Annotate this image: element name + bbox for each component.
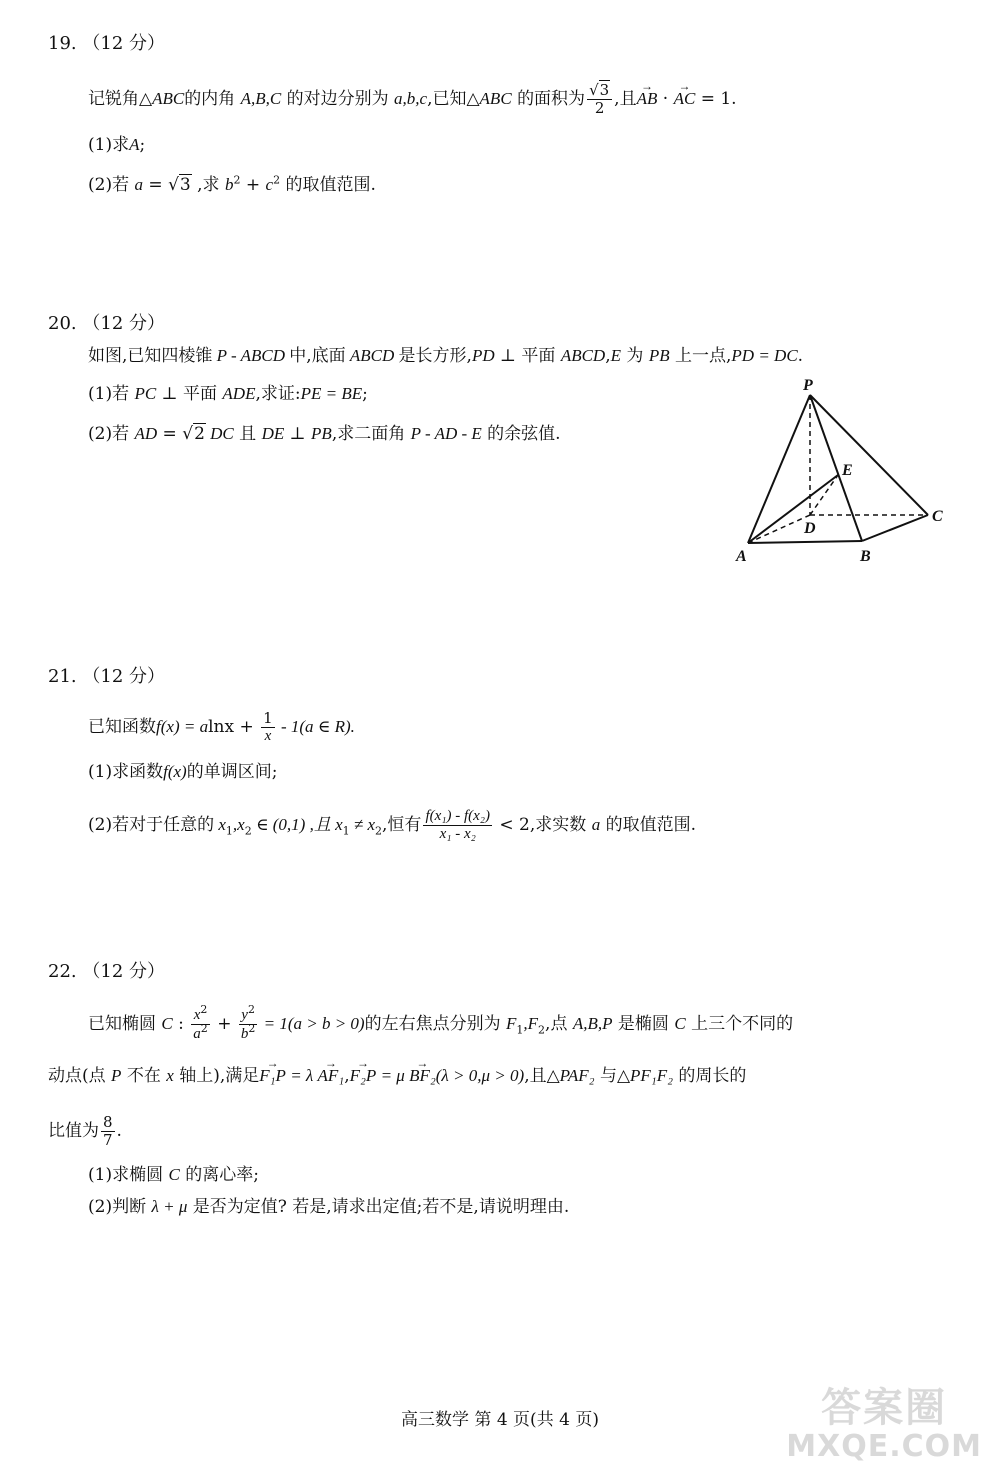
vector-af1: → AF₁: [318, 1064, 345, 1088]
watermark-text: 答案圈: [821, 1385, 948, 1431]
fraction-y: $\frac{y^2}{b^2}$: [240, 1003, 256, 1042]
question-22-stem: 已知椭圆 C : $\frac{x^2}{a^2}$ + $\frac{y^2}{b^2}$ = 1(a > b > 0)的左右焦点分别为 $F_1,F_2$,点 A,B,P 是椭圆 C 上三个不同的: [88, 1003, 794, 1042]
fraction-x: $\frac{x^2}{a^2}$: [193, 1003, 208, 1042]
label-b: B: [860, 548, 871, 565]
question-20-header: [48, 312, 165, 336]
question-points: （12 分）: [82, 313, 166, 334]
fraction: $\frac{\text{f(x₁) - f(x₂)}}{\text{x₁ - x₂}}$: [425, 808, 490, 842]
vector-bf2: → BF₂: [409, 1064, 436, 1088]
label-e: E: [842, 462, 853, 479]
question-21-part-2: (2)若对于任意的 $x_1,x_2$ ∈ (0,1) ,且 $x_1 \ne x_2$,恒有 $\frac{\text{f(x₁) - f(x₂)}}{\text{x₁ - x₂}}$ < 2,求实数 a 的取值范围.: [88, 808, 696, 842]
edge-ab: [748, 541, 862, 543]
question-22-stem-line-3: 比值为 $\frac{8}{7}$ .: [48, 1113, 122, 1149]
label-d: D: [804, 520, 816, 537]
question-19-header: [48, 32, 165, 56]
question-number: 19.: [48, 33, 77, 54]
vector-f2p: → F₂P: [350, 1064, 377, 1088]
question-20-stem: 如图,已知四棱锥 P - ABCD 中,底面 ABCD 是长方形,PD ⊥ 平面 ABCD,E 为 PB 上一点,PD = DC.: [88, 346, 804, 366]
vector-ab: → AB: [637, 87, 658, 111]
fraction: $\frac{8}{7}$: [103, 1113, 113, 1149]
page-footer: 高三数学 第 4 页(共 4 页): [401, 1410, 599, 1430]
question-number: 20.: [48, 313, 77, 334]
edge-pc: [810, 395, 928, 515]
vector-ac: → AC: [674, 87, 696, 111]
fraction: $\frac{1}{x}$: [263, 709, 273, 744]
question-21-part-1: (1)求函数f(x)的单调区间;: [88, 762, 278, 782]
question-22-part-1: (1)求椭圆 C 的离心率;: [88, 1165, 259, 1185]
edge-de-hidden: [810, 475, 838, 515]
label-a: A: [736, 548, 747, 565]
fraction: $\frac{√3}{2}$: [587, 82, 612, 117]
question-20-part-2: (2)若 AD = √2 DC 且 DE ⊥ PB,求二面角 P - AD - E 的余弦值.: [88, 424, 561, 444]
question-20-part-1: (1)若 PC ⊥ 平面 ADE,求证:PE = BE;: [88, 384, 368, 404]
watermark-url: MXQE.COM: [786, 1429, 982, 1464]
question-22-header: [48, 960, 165, 984]
question-22-stem-line-2: 动点(点 P 不在 x 轴上),满足→ F₁P = λ → AF₁,→ F₂P = μ → BF₂(λ > 0,μ > 0),且△PAF₂ 与△PF₁F₂ 的周长的: [48, 1064, 746, 1088]
question-points: （12 分）: [82, 666, 166, 687]
question-number: 22.: [48, 961, 77, 982]
edge-pb: [810, 395, 862, 541]
question-19-part-1: (1)求A;: [88, 135, 146, 155]
question-22-part-2: (2)判断 λ + μ 是否为定值? 若是,请求出定值;若不是,请说明理由.: [88, 1197, 570, 1217]
label-c: C: [932, 508, 943, 525]
label-p: P: [803, 377, 813, 394]
question-19-stem: 记锐角△ABC的内角 A,B,C 的对边分别为 a,b,c,已知△ABC 的面积为 $\frac{√3}{2}$ ,且→ AB · → AC = 1.: [88, 82, 737, 117]
vector-f1p: → F₁P: [259, 1064, 286, 1088]
question-number: 21.: [48, 666, 77, 687]
watermark-logo: [786, 1386, 982, 1464]
question-21-stem: 已知函数f(x) = alnx + $\frac{1}{x}$ - 1(a ∈ R).: [88, 709, 355, 744]
question-19-part-2: (2)若 a = √3 ,求 $b^2 + c^2$ 的取值范围.: [88, 173, 376, 195]
pyramid-figure: [730, 375, 960, 575]
edge-bc: [862, 515, 928, 541]
question-points: （12 分）: [82, 961, 166, 982]
question-points: （12 分）: [82, 33, 166, 54]
question-21-header: [48, 665, 165, 689]
